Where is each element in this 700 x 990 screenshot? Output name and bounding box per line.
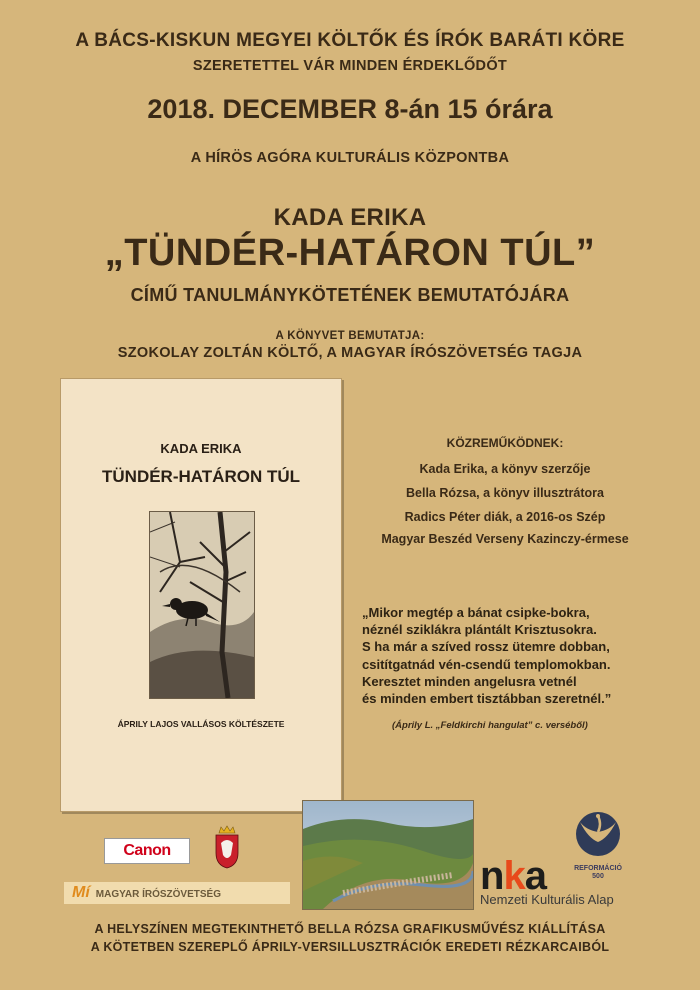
subtitle-line: CÍMŰ TANULMÁNYKÖTETÉNEK BEMUTATÓJÁRA <box>130 285 570 305</box>
poem-source: (Áprily L. „Feldkirchi hangulat” c. verséből) <box>392 720 588 731</box>
contributor-item: Bella Rózsa, a könyv illusztrátora <box>406 486 604 500</box>
book-title-heading: „TÜNDÉR-HATÁRON TÚL” <box>104 232 596 274</box>
poem-line: és minden embert tisztábban szeretnél.” <box>362 691 612 707</box>
footer-line: A KÖTETBEN SZEREPLŐ ÁPRILY-VERSILLUSZTRÁCIÓK EREDETI RÉZKARCAIBÓL <box>90 940 610 954</box>
poem-line: S ha már a szíved rossz ütemre dobban, <box>362 639 610 655</box>
presenter-name: SZOKOLAY ZOLTÁN KÖLTŐ, A MAGYAR ÍRÓSZÖVETSÉG TAGJA <box>117 345 583 361</box>
nka-mark: nka <box>480 854 546 898</box>
landscape-photo <box>302 800 474 910</box>
footer-line: A HELYSZÍNEN MEGTEKINTHETŐ BELLA RÓZSA GRAFIKUSMŰVÉSZ KIÁLLÍTÁSA <box>94 922 606 936</box>
organizer-heading: A BÁCS-KISKUN MEGYEI KÖLTŐK ÉS ÍRÓK BARÁTI KÖRE <box>75 30 625 51</box>
county-crest-icon <box>213 825 241 869</box>
presenter-label: A KÖNYVET BEMUTATJA: <box>275 330 425 342</box>
contributor-item: Magyar Beszéd Verseny Kazinczy-érmese <box>381 532 629 546</box>
mirsz-text: MAGYAR ÍRÓSZÖVETSÉG <box>95 889 221 900</box>
book-cover-image <box>60 378 342 812</box>
mirsz-mark: Mí <box>72 884 90 901</box>
poem-quote <box>362 604 682 707</box>
irodalmi-szovetseg-logo <box>64 882 290 904</box>
reformation-year: 500 <box>592 873 604 880</box>
event-date: 2018. DECEMBER 8-án 15 órára <box>147 94 553 124</box>
crow-illustration <box>149 511 255 699</box>
invite-line: SZERETETTEL VÁR MINDEN ÉRDEKLŐDŐT <box>192 58 508 74</box>
book-cover-title: TÜNDÉR-HATÁRON TÚL <box>102 467 300 486</box>
book-cover-caption: ÁPRILY LAJOS VALLÁSOS KÖLTÉSZETE <box>117 719 285 729</box>
canon-logo: Canon <box>104 838 190 864</box>
book-cover-author: KADA ERIKA <box>160 441 242 456</box>
venue-line: A HÍRÖS AGÓRA KULTURÁLIS KÖZPONTBA <box>190 150 510 166</box>
contributors-heading: KÖZREMŰKÖDNEK: <box>446 436 564 450</box>
swan-icon <box>566 808 630 860</box>
author-name: KADA ERIKA <box>273 204 427 231</box>
poem-line: néznél sziklákra plántált Krisztusokra. <box>362 622 597 638</box>
nka-text: Nemzeti Kulturális Alap <box>480 892 614 907</box>
poem-line: csitítgatnád vén-csendű templomokban. <box>362 656 611 672</box>
poem-line: Keresztet minden angelusra vetnél <box>362 673 577 689</box>
reformation-500-logo <box>566 808 630 881</box>
reformation-text: REFORMÁCIÓ <box>574 865 622 872</box>
poem-line: „Mikor megtép a bánat csipke-bokra, <box>362 605 590 620</box>
contributor-item: Kada Erika, a könyv szerzője <box>419 462 591 476</box>
contributor-item: Radics Péter diák, a 2016-os Szép <box>404 510 606 524</box>
